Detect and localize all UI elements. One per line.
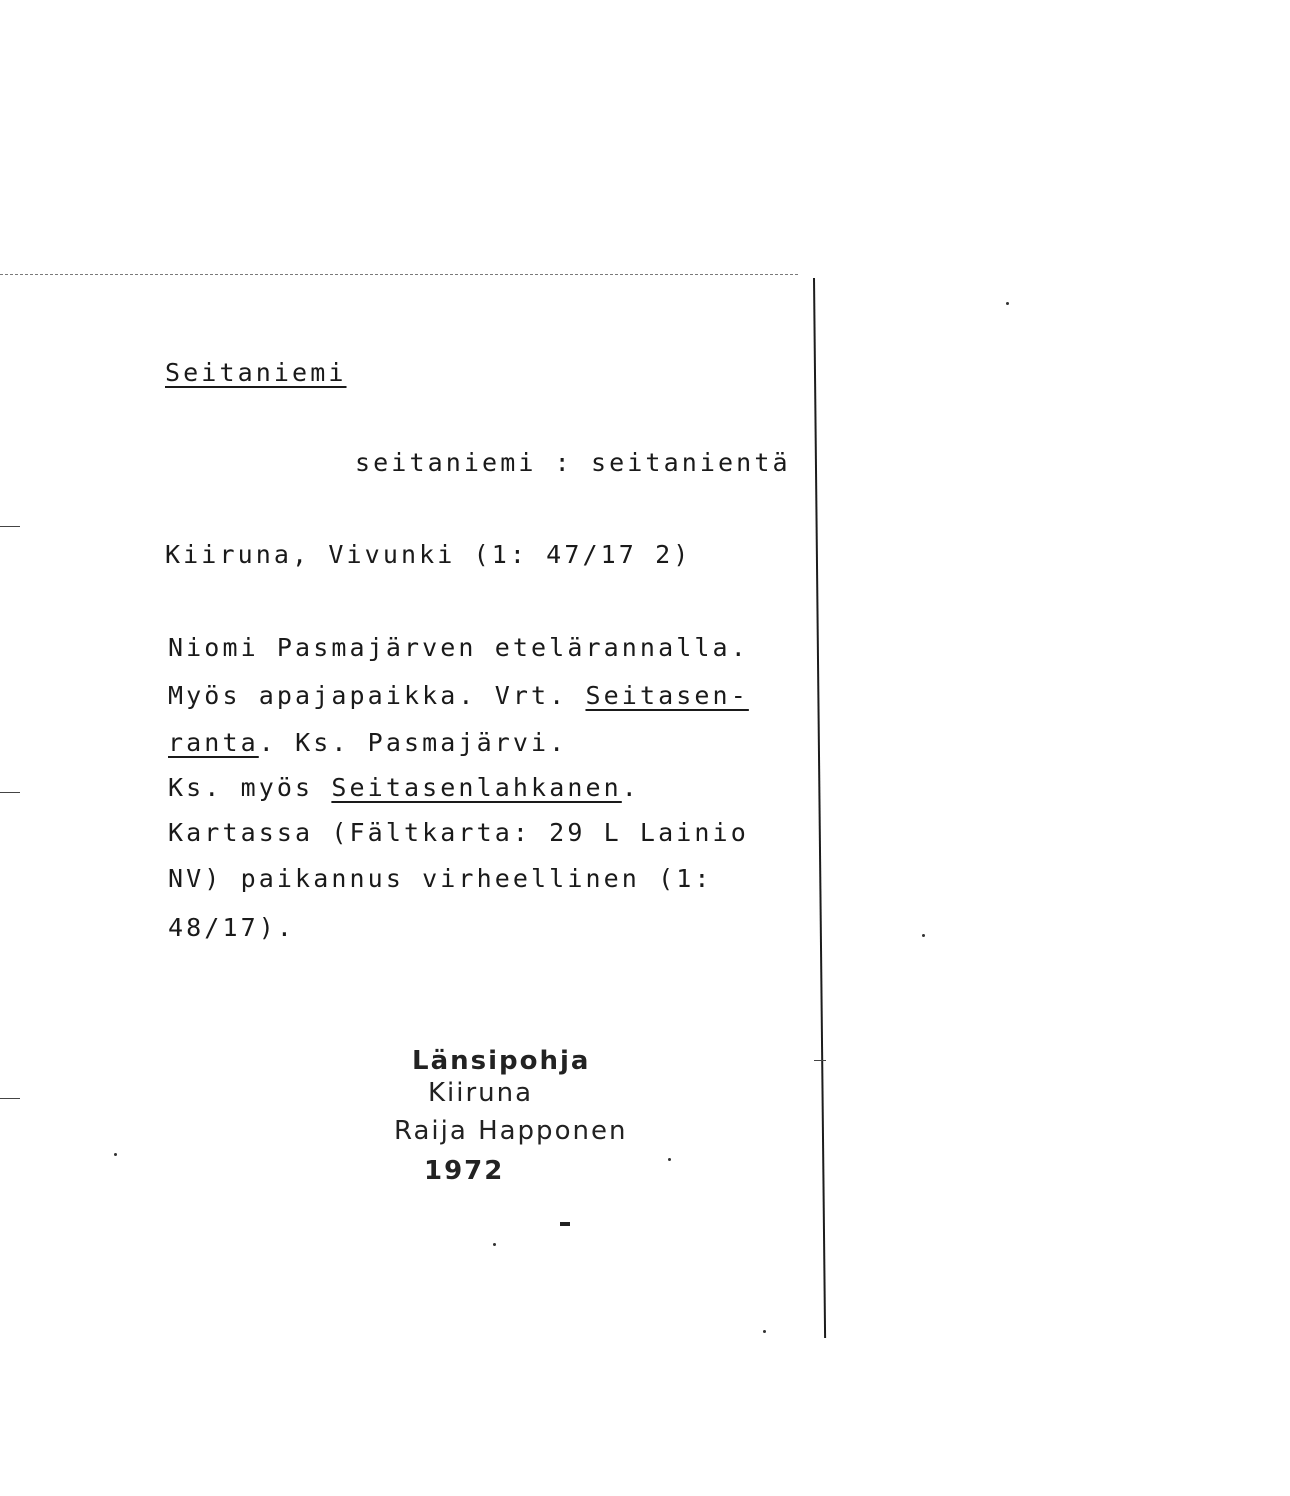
cross-reference-link: ranta (168, 728, 259, 757)
margin-tick (0, 526, 20, 527)
cross-reference-link: Seitasenlahkanen (331, 773, 622, 802)
location-line: Kiiruna, Vivunki (1: 47/17 2) (165, 540, 692, 569)
stamp-collector: Raija Happonen (394, 1116, 628, 1146)
inflected-forms: seitaniemi : seitanientä (355, 448, 791, 477)
scan-speck (763, 1330, 766, 1333)
margin-tick (814, 1060, 826, 1061)
stamp-parish: Kiiruna (428, 1078, 534, 1108)
headword: Seitaniemi (165, 358, 347, 387)
card-top-edge (0, 274, 798, 275)
card-right-edge (813, 278, 826, 1338)
body-text: . Ks. Pasmajärvi. (258, 728, 568, 757)
body-line-2 (168, 681, 749, 710)
scan-speck (668, 1158, 671, 1161)
body-line-4 (168, 773, 640, 802)
body-text: Ks. myös (168, 773, 332, 802)
stamp-region: Länsipohja (412, 1046, 591, 1076)
cross-reference-link: Seitasen- (585, 681, 749, 710)
body-text: . (621, 773, 640, 802)
scan-speck (560, 1222, 570, 1226)
body-line-3 (168, 728, 567, 757)
scan-speck (114, 1153, 117, 1156)
body-line-5: Kartassa (Fältkarta: 29 L Lainio (168, 818, 749, 847)
body-line-7: 48/17). (168, 913, 296, 942)
body-line-6: NV) paikannus virheellinen (1: (168, 864, 713, 893)
margin-tick (0, 1098, 20, 1099)
stamp-year: 1972 (424, 1156, 505, 1186)
scan-speck (1006, 302, 1009, 305)
body-text: Myös apajapaikka. Vrt. (168, 681, 586, 710)
scan-speck (493, 1243, 496, 1246)
margin-tick (0, 792, 20, 793)
scan-speck (922, 934, 925, 937)
body-line-1: Niomi Pasmajärven etelärannalla. (168, 633, 749, 662)
